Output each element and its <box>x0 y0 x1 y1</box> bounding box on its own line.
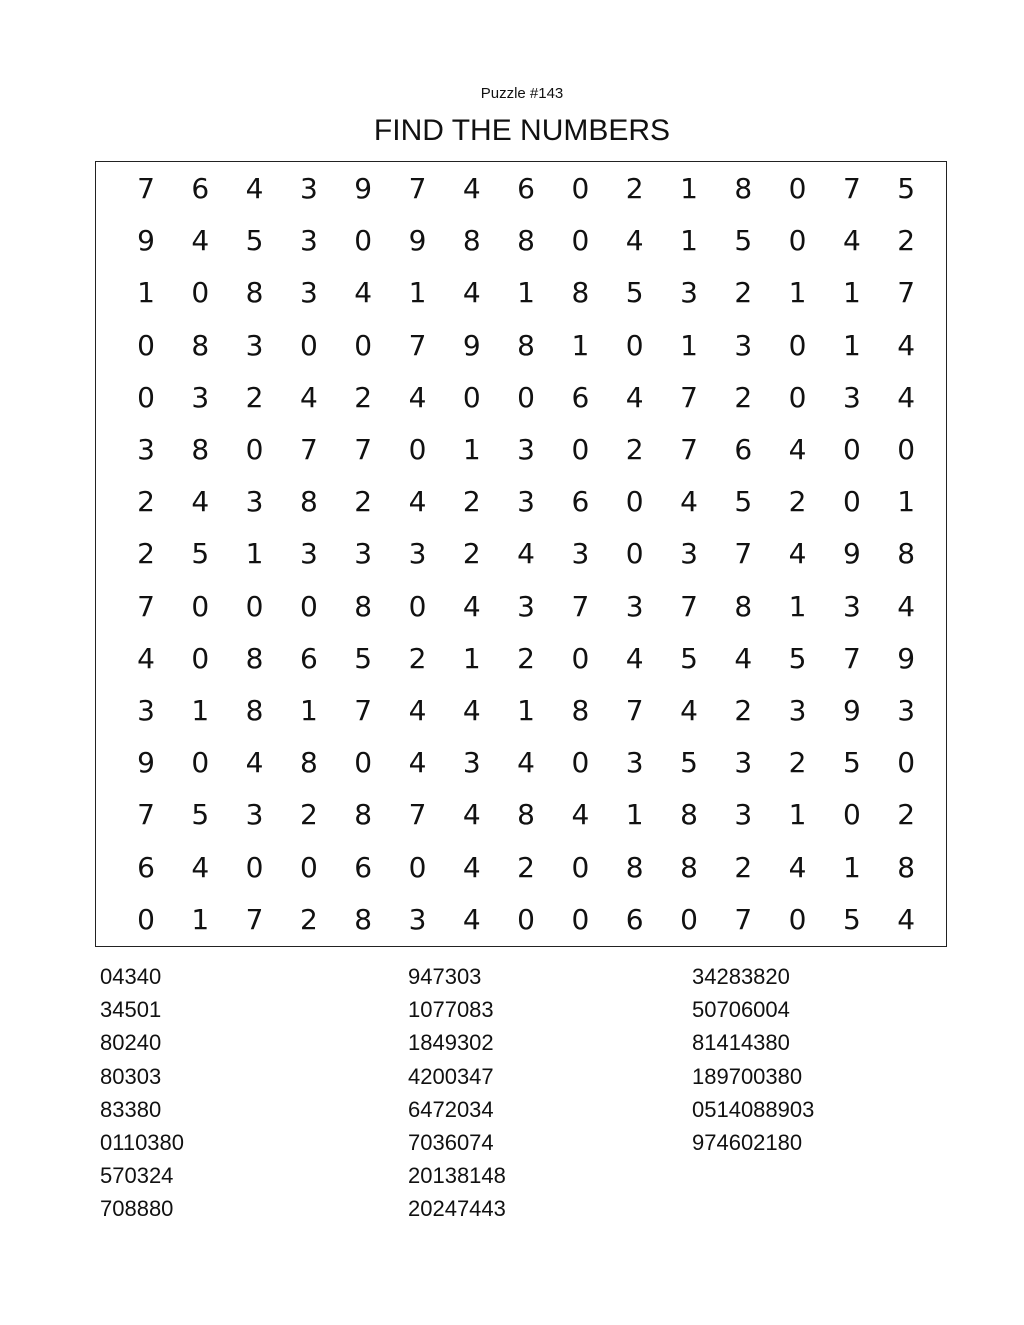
grid-cell[interactable]: 3 <box>462 746 481 780</box>
grid-cell[interactable]: 9 <box>354 172 373 205</box>
grid-cell[interactable]: 5 <box>734 485 753 519</box>
grid-cell[interactable]: 0 <box>571 224 590 258</box>
grid-cell[interactable]: 4 <box>462 798 481 832</box>
grid-cell[interactable]: 0 <box>408 433 427 466</box>
grid-cell[interactable]: 0 <box>571 433 590 466</box>
grid-cell[interactable]: 4 <box>462 172 481 205</box>
grid-cell[interactable]: 2 <box>137 485 155 519</box>
grid-cell[interactable]: 1 <box>788 589 807 623</box>
grid-cell[interactable]: 9 <box>842 537 861 571</box>
grid-cell[interactable]: 6 <box>571 380 590 414</box>
grid-cell[interactable]: 2 <box>788 485 807 519</box>
grid-cell[interactable]: 0 <box>897 746 916 780</box>
grid-cell[interactable]: 0 <box>245 433 264 466</box>
grid-cell[interactable]: 0 <box>842 485 861 519</box>
grid-cell[interactable]: 1 <box>408 276 427 310</box>
grid-cell[interactable]: 3 <box>299 224 318 258</box>
grid-cell[interactable]: 7 <box>137 589 155 623</box>
grid-cell[interactable]: 3 <box>734 328 753 362</box>
grid-cell[interactable]: 8 <box>897 537 916 571</box>
grid-cell[interactable]: 4 <box>191 224 210 258</box>
grid-cell[interactable]: 6 <box>137 850 155 884</box>
grid-cell[interactable]: 4 <box>462 694 481 727</box>
grid-cell[interactable]: 0 <box>571 746 590 780</box>
grid-cell[interactable]: 0 <box>517 902 535 936</box>
grid-cell[interactable]: 5 <box>680 746 698 780</box>
grid-cell[interactable]: 8 <box>571 694 590 727</box>
grid-cell[interactable]: 5 <box>897 172 916 205</box>
grid-cell[interactable]: 1 <box>191 694 210 727</box>
grid-cell[interactable]: 2 <box>462 537 481 571</box>
grid-cell[interactable]: 2 <box>625 433 644 466</box>
grid-cell[interactable]: 8 <box>517 798 535 832</box>
grid-cell[interactable]: 0 <box>571 850 590 884</box>
grid-cell[interactable]: 1 <box>517 276 535 310</box>
grid-cell[interactable]: 0 <box>137 328 155 362</box>
grid-cell[interactable]: 1 <box>897 485 916 519</box>
grid-cell[interactable]: 6 <box>625 902 644 936</box>
grid-cell[interactable]: 5 <box>734 224 753 258</box>
grid-cell[interactable]: 0 <box>354 746 373 780</box>
grid-cell[interactable]: 7 <box>408 798 427 832</box>
grid-cell[interactable]: 0 <box>788 380 807 414</box>
grid-cell[interactable]: 3 <box>299 537 318 571</box>
grid-cell[interactable]: 3 <box>299 276 318 310</box>
grid-cell[interactable]: 0 <box>571 902 590 936</box>
grid-cell[interactable]: 0 <box>625 328 644 362</box>
grid-cell[interactable]: 3 <box>191 380 210 414</box>
grid-cell[interactable]: 0 <box>571 172 590 205</box>
grid-cell[interactable]: 6 <box>191 172 210 205</box>
grid-cell[interactable]: 0 <box>462 380 481 414</box>
grid-cell[interactable]: 7 <box>842 641 861 675</box>
grid-cell[interactable]: 2 <box>517 641 535 675</box>
grid-cell[interactable]: 3 <box>680 276 698 310</box>
grid-cell[interactable]: 1 <box>842 328 861 362</box>
grid-cell[interactable]: 0 <box>517 380 535 414</box>
grid-cell[interactable]: 1 <box>788 798 807 832</box>
grid-cell[interactable]: 0 <box>299 328 318 362</box>
grid-cell[interactable]: 8 <box>191 433 210 466</box>
word-list-item: 7036074 <box>408 1129 494 1155</box>
grid-cell[interactable]: 9 <box>137 746 155 780</box>
grid-cell[interactable]: 1 <box>137 276 155 310</box>
grid-cell[interactable]: 2 <box>517 850 535 884</box>
word-list-item: 80303 <box>100 1063 162 1089</box>
grid-cell[interactable]: 5 <box>680 641 698 675</box>
grid-cell[interactable]: 4 <box>245 172 264 205</box>
grid-cell[interactable]: 0 <box>788 224 807 258</box>
grid-cell[interactable]: 8 <box>354 902 373 936</box>
grid-cell[interactable]: 4 <box>462 850 481 884</box>
grid-cell[interactable]: 4 <box>191 850 210 884</box>
grid-cell[interactable]: 0 <box>408 850 427 884</box>
grid-cell[interactable]: 0 <box>245 589 264 623</box>
word-list-item: 83380 <box>100 1096 162 1122</box>
grid-cell[interactable]: 9 <box>137 224 155 258</box>
grid-cell[interactable]: 2 <box>245 380 264 414</box>
grid-cell[interactable]: 4 <box>245 746 264 780</box>
grid-cell[interactable]: 0 <box>299 589 318 623</box>
grid-cell[interactable]: 1 <box>680 172 698 205</box>
grid-cell[interactable]: 3 <box>517 485 535 519</box>
grid-cell[interactable]: 0 <box>842 433 861 466</box>
grid-cell[interactable]: 1 <box>625 798 644 832</box>
grid-cell[interactable]: 8 <box>299 485 318 519</box>
grid-cell[interactable]: 3 <box>245 328 264 362</box>
grid-cell[interactable]: 3 <box>842 380 861 414</box>
grid-cell[interactable]: 1 <box>517 694 535 727</box>
grid-cell[interactable]: 0 <box>788 172 807 205</box>
grid-cell[interactable]: 7 <box>408 328 427 362</box>
grid-cell[interactable]: 0 <box>245 850 264 884</box>
grid-cell[interactable]: 7 <box>354 433 373 466</box>
grid-cell[interactable]: 2 <box>734 276 753 310</box>
grid-cell[interactable]: 0 <box>191 641 210 675</box>
grid-cell[interactable]: 6 <box>571 485 590 519</box>
grid-cell[interactable]: 2 <box>734 850 753 884</box>
grid-cell[interactable]: 3 <box>571 537 590 571</box>
grid-cell[interactable]: 2 <box>897 224 916 258</box>
grid-cell[interactable]: 8 <box>734 172 753 205</box>
grid-cell[interactable]: 8 <box>245 276 264 310</box>
grid-cell[interactable]: 5 <box>788 641 807 675</box>
grid-cell[interactable]: 7 <box>680 380 698 414</box>
grid-cell[interactable]: 0 <box>137 380 155 414</box>
grid-cell[interactable]: 7 <box>734 537 753 571</box>
grid-cell[interactable]: 7 <box>571 589 590 623</box>
grid-cell[interactable]: 1 <box>191 902 210 936</box>
grid-cell[interactable]: 1 <box>842 276 861 310</box>
grid-cell[interactable]: 4 <box>191 485 210 519</box>
grid-cell[interactable]: 5 <box>625 276 644 310</box>
word-list-item: 4200347 <box>408 1063 494 1089</box>
grid-cell[interactable]: 8 <box>354 589 373 623</box>
grid-cell[interactable]: 4 <box>680 485 698 519</box>
grid-cell[interactable]: 7 <box>137 798 155 832</box>
grid-cell[interactable]: 4 <box>788 850 807 884</box>
grid-cell[interactable]: 1 <box>680 224 698 258</box>
puzzle-number: Puzzle #143 <box>480 85 564 102</box>
grid-cell[interactable]: 0 <box>137 902 155 936</box>
grid-cell[interactable]: 0 <box>299 850 318 884</box>
grid-cell[interactable]: 9 <box>842 694 861 727</box>
word-list-item: 20247443 <box>408 1196 506 1222</box>
grid-cell[interactable]: 5 <box>842 746 861 780</box>
grid-cell[interactable]: 8 <box>245 641 264 675</box>
grid-cell[interactable]: 0 <box>788 328 807 362</box>
grid-cell[interactable]: 3 <box>680 537 698 571</box>
grid-cell[interactable]: 3 <box>517 433 535 466</box>
grid-cell[interactable]: 6 <box>517 172 535 205</box>
grid-cell[interactable]: 0 <box>625 485 644 519</box>
word-list-item: 34283820 <box>692 964 790 989</box>
grid-cell[interactable]: 0 <box>354 328 373 362</box>
grid-cell[interactable]: 7 <box>137 172 155 205</box>
grid-cell[interactable]: 0 <box>842 798 861 832</box>
grid-cell[interactable]: 4 <box>408 485 427 519</box>
grid-cell[interactable]: 2 <box>408 641 427 675</box>
grid-cell[interactable]: 3 <box>245 798 264 832</box>
grid-cell[interactable]: 3 <box>897 694 916 727</box>
grid-cell[interactable]: 0 <box>354 224 373 258</box>
grid-cell[interactable]: 8 <box>625 850 644 884</box>
grid-cell[interactable]: 8 <box>680 798 698 832</box>
grid-cell[interactable]: 7 <box>734 902 753 936</box>
grid-cell[interactable]: 3 <box>354 537 373 571</box>
word-list-item: 1077083 <box>408 997 494 1023</box>
grid-cell[interactable]: 2 <box>625 172 644 205</box>
word-list-item: 974602180 <box>692 1129 803 1155</box>
word-list-item: 0514088903 <box>692 1096 815 1122</box>
word-list <box>0 960 1024 1240</box>
grid-cell[interactable]: 3 <box>734 746 753 780</box>
grid-cell[interactable]: 0 <box>680 902 698 936</box>
grid-cell[interactable]: 6 <box>734 433 753 466</box>
grid-cell[interactable]: 4 <box>788 537 807 571</box>
grid-cell[interactable]: 8 <box>680 850 698 884</box>
grid-cell[interactable]: 4 <box>137 641 155 675</box>
grid-cell[interactable]: 3 <box>788 694 807 727</box>
grid-cell[interactable]: 3 <box>625 746 644 780</box>
grid-cell[interactable]: 8 <box>354 798 373 832</box>
grid-cell[interactable]: 1 <box>571 328 590 362</box>
grid-cell[interactable]: 2 <box>734 694 753 727</box>
word-list-item: 04340 <box>100 964 162 989</box>
grid-cell[interactable]: 1 <box>462 433 481 466</box>
grid-cell[interactable]: 0 <box>625 537 644 571</box>
grid-cell[interactable]: 0 <box>191 746 210 780</box>
grid-cell[interactable]: 1 <box>299 694 318 727</box>
grid-cell[interactable]: 8 <box>245 694 264 727</box>
grid-cell[interactable]: 2 <box>734 380 753 414</box>
grid-cell[interactable]: 0 <box>788 902 807 936</box>
word-list-column <box>692 960 814 1159</box>
grid-cell[interactable]: 8 <box>517 328 535 362</box>
grid-cell[interactable]: 5 <box>191 798 210 832</box>
grid-cell[interactable]: 7 <box>354 694 373 727</box>
grid-cell[interactable]: 4 <box>897 589 916 623</box>
word-list-item: 189700380 <box>692 1063 803 1089</box>
word-list-column <box>408 960 506 1226</box>
grid-cell[interactable]: 0 <box>571 641 590 675</box>
word-list-item: 50706004 <box>692 997 790 1023</box>
grid-cell[interactable]: 7 <box>245 902 264 936</box>
grid-cell[interactable]: 2 <box>897 798 916 832</box>
grid-cell[interactable]: 8 <box>897 850 916 884</box>
grid-cell[interactable]: 8 <box>191 328 210 362</box>
grid-cell[interactable]: 4 <box>517 537 535 571</box>
grid-cell[interactable]: 7 <box>842 172 861 205</box>
grid-cell[interactable]: 2 <box>354 380 373 414</box>
grid-cell[interactable]: 9 <box>897 641 916 675</box>
grid-cell[interactable]: 8 <box>571 276 590 310</box>
grid-cell[interactable]: 8 <box>299 746 318 780</box>
grid-cell[interactable]: 8 <box>462 224 481 258</box>
grid-cell[interactable]: 5 <box>245 224 264 258</box>
word-list-item: 80240 <box>100 1030 162 1056</box>
grid-cell[interactable]: 4 <box>842 224 861 258</box>
grid-cell[interactable]: 1 <box>245 537 264 571</box>
grid-cell[interactable]: 9 <box>462 328 481 362</box>
grid-cell[interactable]: 2 <box>354 485 373 519</box>
grid-cell[interactable]: 7 <box>408 172 427 205</box>
grid-cell[interactable]: 2 <box>462 485 481 519</box>
grid-cell[interactable]: 6 <box>299 641 318 675</box>
word-list-item: 708880 <box>100 1196 174 1222</box>
grid-cell[interactable]: 0 <box>897 433 916 466</box>
grid-cell[interactable]: 4 <box>571 798 590 832</box>
grid-cell[interactable]: 2 <box>788 746 807 780</box>
grid-cell[interactable]: 4 <box>462 276 481 310</box>
word-list-item: 20138148 <box>408 1163 506 1189</box>
grid-cell[interactable]: 0 <box>191 276 210 310</box>
grid-cell[interactable]: 3 <box>408 902 427 936</box>
grid-cell[interactable]: 3 <box>137 694 155 727</box>
grid-cell[interactable]: 4 <box>408 746 427 780</box>
grid-cell[interactable]: 3 <box>245 485 264 519</box>
grid-cell[interactable]: 4 <box>625 641 644 675</box>
grid-cell[interactable]: 0 <box>191 589 210 623</box>
grid-cell[interactable]: 4 <box>462 589 481 623</box>
grid-cell[interactable]: 1 <box>462 641 481 675</box>
grid-cell[interactable]: 5 <box>354 641 373 675</box>
grid-cell[interactable]: 3 <box>842 589 861 623</box>
grid-cell[interactable]: 3 <box>408 537 427 571</box>
grid-cell[interactable]: 4 <box>897 380 916 414</box>
grid-cell[interactable]: 7 <box>680 589 698 623</box>
grid-cell[interactable]: 7 <box>897 276 916 310</box>
grid-cell[interactable]: 4 <box>408 380 427 414</box>
grid-cell[interactable]: 8 <box>734 589 753 623</box>
grid-cell[interactable]: 1 <box>842 850 861 884</box>
grid-cell[interactable]: 8 <box>517 224 535 258</box>
grid-cell[interactable]: 4 <box>625 224 644 258</box>
grid-cell[interactable]: 2 <box>299 902 318 936</box>
grid-cell[interactable]: 7 <box>680 433 698 466</box>
grid-cell[interactable]: 7 <box>299 433 318 466</box>
word-list-column <box>100 960 184 1226</box>
grid-cell[interactable]: 3 <box>625 589 644 623</box>
grid-cell[interactable]: 4 <box>897 902 916 936</box>
grid-cell[interactable]: 3 <box>137 433 155 466</box>
word-list-item: 947303 <box>408 964 482 989</box>
grid-cell[interactable]: 5 <box>191 537 210 571</box>
grid-cell[interactable]: 9 <box>408 224 427 258</box>
letter-grid <box>95 161 947 947</box>
grid-cell[interactable]: 4 <box>517 746 535 780</box>
grid-cell[interactable]: 4 <box>625 380 644 414</box>
word-list-item: 6472034 <box>408 1096 494 1122</box>
grid-cell[interactable]: 4 <box>897 328 916 362</box>
puzzle-title: FIND THE NUMBERS <box>373 114 671 147</box>
grid-cell[interactable]: 1 <box>788 276 807 310</box>
grid-cell[interactable]: 0 <box>408 589 427 623</box>
word-list-item: 81414380 <box>692 1030 790 1056</box>
grid-cell[interactable]: 4 <box>299 380 318 414</box>
grid-cell[interactable]: 3 <box>734 798 753 832</box>
grid-cell[interactable]: 4 <box>408 694 427 727</box>
grid-cell[interactable]: 1 <box>680 328 698 362</box>
grid-cell[interactable]: 4 <box>734 641 753 675</box>
grid-cell[interactable]: 4 <box>680 694 698 727</box>
grid-cell[interactable]: 4 <box>788 433 807 466</box>
word-list-item: 0110380 <box>100 1129 185 1155</box>
grid-cell[interactable]: 2 <box>137 537 155 571</box>
grid-cell[interactable]: 6 <box>354 850 373 884</box>
grid-cell[interactable]: 7 <box>625 694 644 727</box>
grid-cell[interactable]: 4 <box>462 902 481 936</box>
word-list-item: 34501 <box>100 997 162 1023</box>
grid-cell[interactable]: 2 <box>299 798 318 832</box>
grid-cell[interactable]: 5 <box>842 902 861 936</box>
word-list-item: 570324 <box>100 1163 174 1189</box>
grid-cell[interactable]: 4 <box>354 276 373 310</box>
grid-cell[interactable]: 3 <box>517 589 535 623</box>
grid-cell[interactable]: 3 <box>299 172 318 205</box>
word-list-item: 1849302 <box>408 1030 494 1056</box>
